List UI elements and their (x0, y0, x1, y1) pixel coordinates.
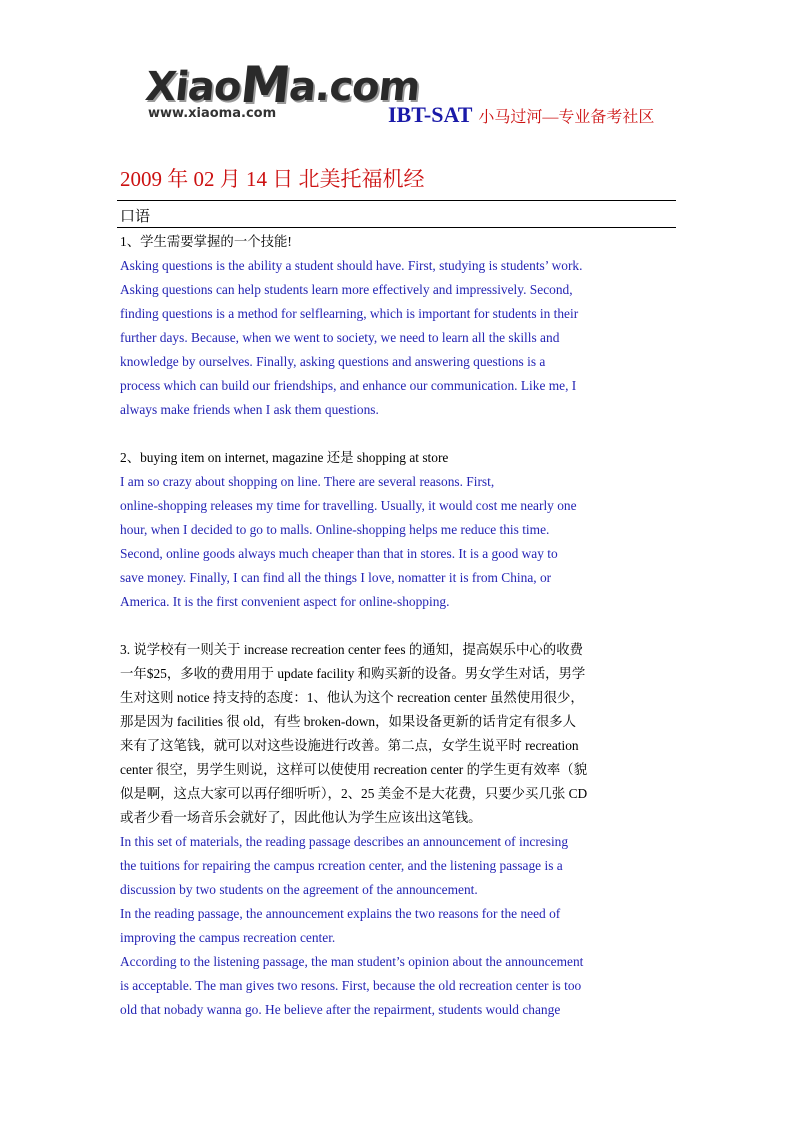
q1-answer: Asking questions is the ability a student should have. First, studying is students’ work. Asking questions can help students learn more effectively and impressively. Second, finding questions is a method for selflearning, which is important for students in their further days. Because, when we went to society, we need to learn all the skills and knowledge by ourselves. Finally, asking questions and answering questions is a process which can build our friendships, and enhance our communication. Like me, I always make friends when I ask them questions. (120, 258, 583, 417)
q1-prompt: 1、学生需要掌握的一个技能! (120, 234, 292, 249)
spacer (120, 422, 678, 446)
document-title: 2009 年 02 月 14 日 北美托福机经 (120, 167, 425, 191)
logo-url: www.xiaoma.com (148, 106, 277, 121)
spacer (120, 614, 678, 638)
brand-subtitle: 小马过河—专业备考社区 (478, 109, 655, 126)
xiaoma-logo (143, 54, 422, 126)
q3-answer: In this set of materials, the reading passage describes an announcement of incresing the tuitions for repairing the campus rcreation center, and the listening passage is a discussion by two students on the agreement of the announcement. In the reading passage, the announcement explains the two reasons for the need of improving the campus recreation center. According to the listening passage, the man student’s opinion about the announcement is acceptable. The man gives two resons. First, because the old recreation center is too old that nobady wanna go. He believe after the repairment, students would change (120, 834, 584, 1017)
q2-prompt: 2、buying item on internet, magazine 还是 shopping at store (120, 450, 449, 465)
q2-answer: I am so crazy about shopping on line. There are several reasons. First, online-shopping releases my time for travelling. Usually, it would cost me nearly one hour, when I decided to go to malls. Online-shopping helps me reduce this time. Second, online goods always much cheaper than that in stores. It is a good way to save money. Finally, I can find all the things I love, nomatter it is from China, or America. It is the first convenient aspect for online-shopping. (120, 474, 577, 609)
document-body (120, 230, 678, 1022)
section-rule (117, 227, 676, 228)
brand-name: IBT-SAT (388, 102, 473, 127)
top-rule (117, 200, 676, 201)
logo-wordmark: XiaoMa.com (143, 56, 422, 114)
section-label: 口语 (120, 209, 151, 225)
q3-prompt: 3. 说学校有一则关于 increase recreation center fees 的通知，提高娱乐中心的收费 一年$25，多收的费用用于 update facility 和购买新的设备。男女学生对话，男学 生对这则 notice 持支持的态度：1、他认为这个 recreation center 虽然使用很少， 那是因为 facilities 很 old，有些 broken-down，如果设备更新的话肯定有很多人 来有了这笔钱，就可以对这些设施进行改善。第二点，女学生说平时 recreation center 很空，男学生则说，这样可以使使用 recreation center 的学生更有效率（貌 似是啊，这点大家可以再仔细听听），2、25 美金不是大花费，只要少买几张 CD 或者少看一场音乐会就好了，因此他认为学生应该出这笔钱。 (120, 642, 588, 825)
brand-header (388, 102, 654, 128)
